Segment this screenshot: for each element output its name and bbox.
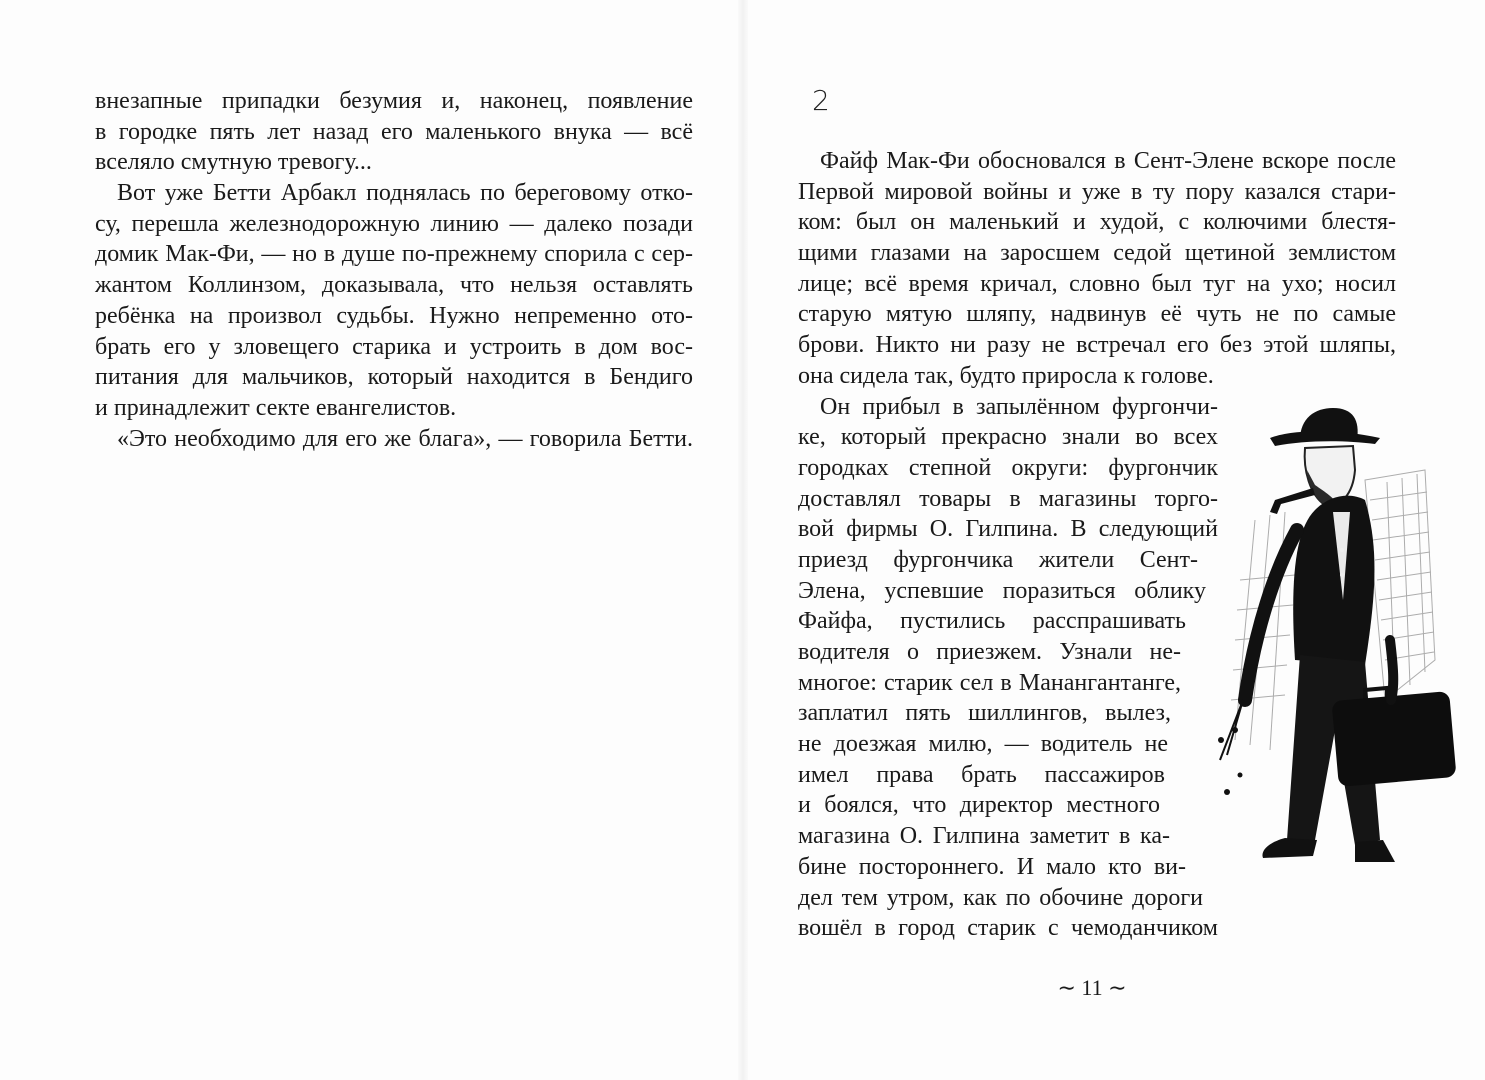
button [1340, 573, 1344, 577]
text-line: бине постороннего. И мало кто ви- [798, 853, 1186, 880]
text-line: Он прибыл в запылённом фургончи- [820, 393, 1218, 420]
text-line: водителя о приезжем. Узнали не- [798, 639, 1181, 665]
vest [1293, 496, 1374, 665]
text-line: Файфа, пустились расспрашивать [798, 608, 1186, 635]
text-line: ком: был он маленький и худой, с колючими блестя- [798, 209, 1396, 236]
text-line: имел права брать пассажиров [798, 761, 1165, 788]
text-line: магазина О. Гилпина заметит в ка- [798, 823, 1170, 850]
text-line: жантом Коллинзом, доказывала, что нельзя оставлять [95, 272, 693, 299]
text-line: Файф Мак-Фи обосновался в Сент-Элене вскоре после [820, 148, 1396, 174]
text-line: лице; всё время кричал, словно был туг на ухо; носил [798, 270, 1396, 297]
page-gutter [738, 0, 748, 1080]
stick [1220, 700, 1243, 760]
button [1340, 548, 1344, 552]
text-line: старую мятую шляпу, надвинув её чуть не по самые [798, 301, 1396, 328]
text-line: она сидела так, будто приросла к голове. [798, 362, 1214, 389]
text-line: вошёл в город старик с чемоданчиком [798, 915, 1218, 942]
text-line: ребёнка на произвол судьбы. Нужно непременно ото- [95, 302, 693, 329]
text-line: городках степной округи: фургончик [798, 454, 1218, 481]
right-shoe [1355, 840, 1395, 862]
chapter-number: 2 [812, 84, 830, 117]
text-line: вой фирмы О. Гилпина. В следующий [798, 516, 1218, 543]
text-line: Элена, успевшие поразиться облику [798, 577, 1206, 604]
text-line: питания для мальчиков, который находится в Бендиго [95, 364, 693, 391]
text-line: «Это необходимо для его же блага», — говорила Бетти. [117, 425, 693, 452]
text-line: в городке пять лет назад его маленького внука — всё [95, 118, 693, 145]
text-line: многое: старик сел в Манангантанге, [798, 669, 1181, 696]
left-arm [1245, 530, 1297, 700]
text-line: доставлял товары в магазины торго- [798, 485, 1218, 512]
text-line: внезапные припадки безумия и, наконец, появление [95, 88, 693, 114]
text-line: брать его у зловещего старика и устроить в дом вос- [95, 333, 693, 360]
text-line: не доезжая милю, — водитель не [798, 731, 1168, 758]
left-shoe [1262, 838, 1317, 858]
text-line: Первой мировой войны и уже в ту пору казался стари- [798, 178, 1396, 205]
right-arm [1390, 640, 1393, 700]
suitcase [1331, 691, 1456, 787]
text-line: щими глазами на заросшем седой щетиной землистом [798, 240, 1396, 267]
text-line: вселяло смутную тревогу... [95, 149, 372, 176]
text-line: приезд фургончика жители Сент- [798, 546, 1198, 573]
text-line: заплатил пять шиллингов, вылез, [798, 700, 1171, 727]
left-page-text [95, 86, 693, 454]
page-number: ∼ 11 ∼ [1057, 975, 1127, 1000]
text-line: и боялся, что директор местного [798, 792, 1160, 819]
text-line: домик Мак-Фи, — но в душе по-прежнему спорила с сер- [95, 241, 693, 268]
text-line: ке, который прекрасно знали во всех [798, 424, 1218, 451]
hat-crown [1300, 408, 1358, 440]
text-line: Вот уже Бетти Арбакл поднялась по береговому отко- [117, 180, 693, 207]
text-line: и принадлежит секте евангелистов. [95, 394, 457, 421]
pipe [1270, 488, 1315, 514]
text-line: дел тем утром, как по обочине дороги [798, 884, 1203, 911]
text-line: су, перешла железнодорожную линию — далеко позади [95, 210, 693, 237]
old-man-illustration [1215, 400, 1460, 920]
text-line: брови. Никто ни разу не встречал его без этой шляпы, [798, 332, 1396, 359]
